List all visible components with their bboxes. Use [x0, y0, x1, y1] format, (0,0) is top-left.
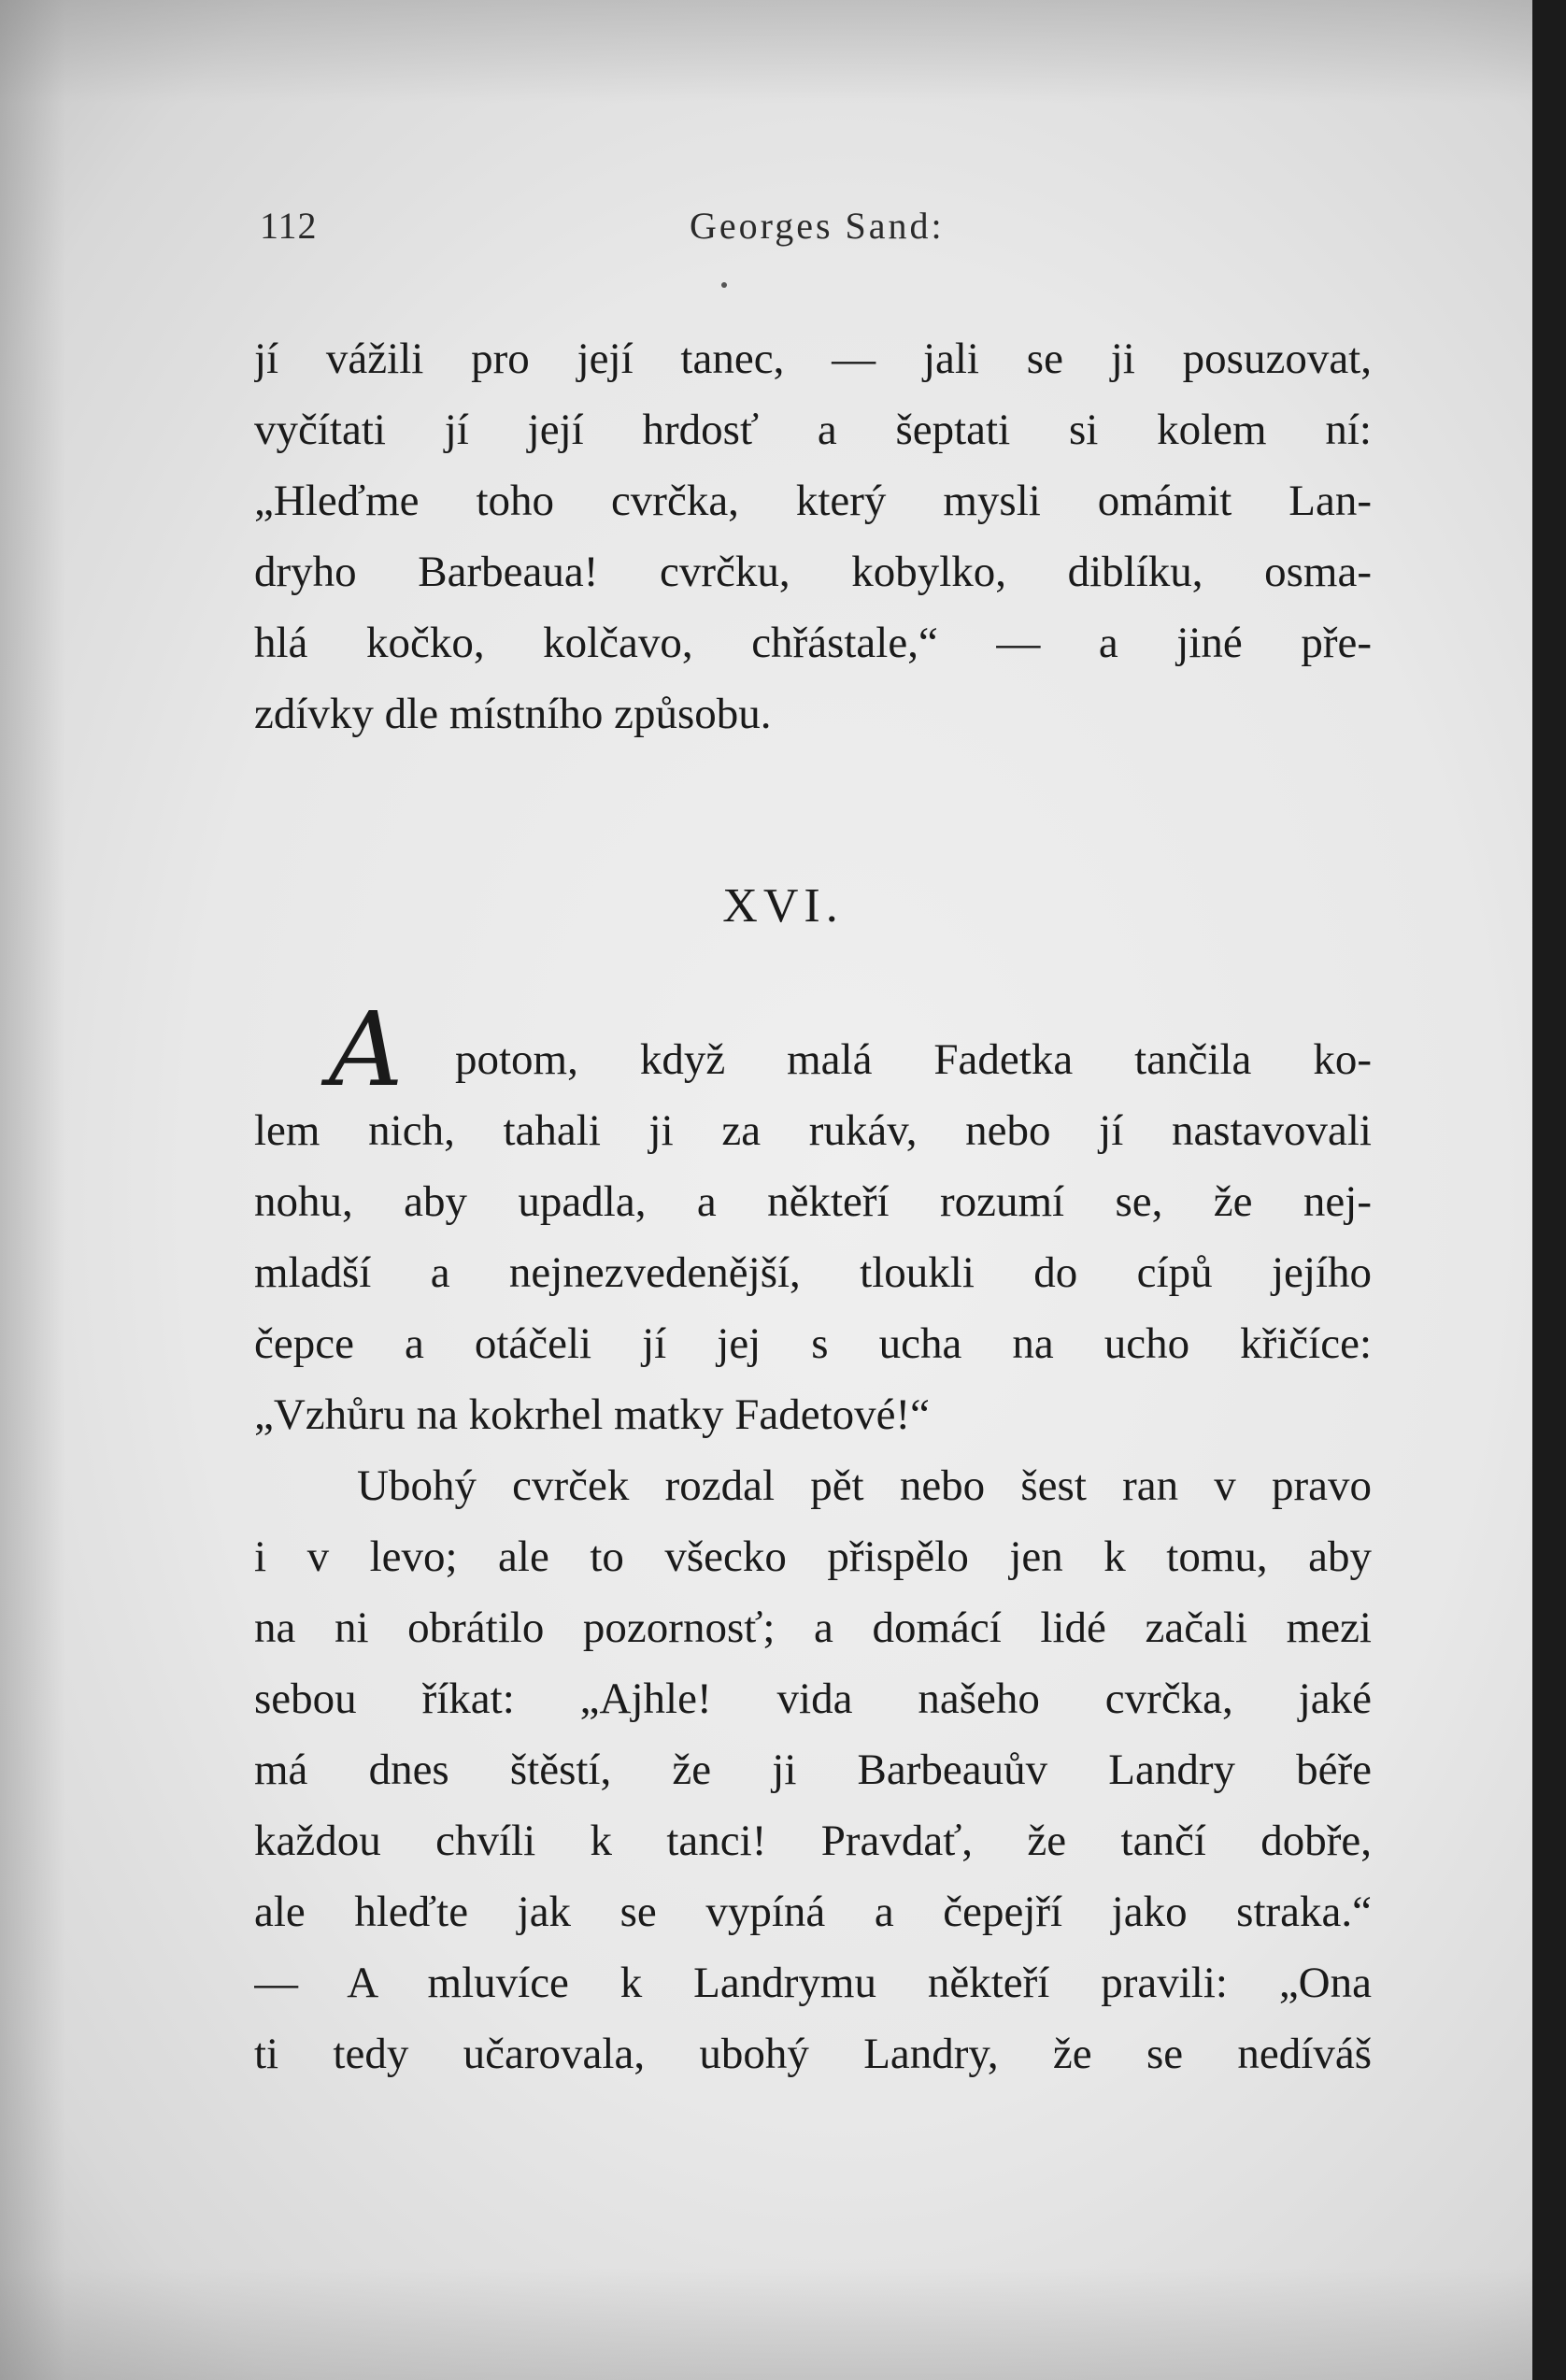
text-line: dryho Barbeaua! cvrčku, kobylko, diblíku, osma- [254, 548, 1372, 596]
text-line: má dnes štěstí, že ji Barbeauův Landry béře [254, 1746, 1372, 1794]
text-line: lem nich, tahali ji za rukáv, nebo jí nastavovali [254, 1106, 1372, 1155]
text-line: nohu, aby upadla, a někteří rozumí se, že nej- [254, 1177, 1372, 1226]
chapter-heading: XVI. [722, 879, 844, 933]
running-header [260, 204, 1374, 260]
text-line: ale hleďte jak se vypíná a čepejří jako straka.“ [254, 1888, 1372, 1936]
bottom-edge-shadow [0, 2268, 1532, 2380]
text-line: mladší a nejnezvedenější, tloukli do cípů jejího [254, 1248, 1372, 1297]
text-line: každou chvíli k tanci! Pravdať, že tančí dobře, [254, 1817, 1372, 1865]
text-line: jí vážili pro její tanec, — jali se ji posuzovat, [254, 335, 1372, 383]
chapter-opening-paragraph [254, 1024, 1372, 2089]
gutter-shadow [0, 0, 65, 2380]
text-line: „Hleďme toho cvrčka, který mysli omámit Lan- [254, 477, 1372, 525]
top-edge-shadow [0, 0, 1532, 103]
text-line: — A mluvíce k Landrymu někteří pravili: „Ona [254, 1959, 1372, 2007]
text-line: „Vzhůru na kokrhel matky Fadetové!“ [254, 1390, 931, 1439]
text-line: sebou říkat: „Ajhle! vida našeho cvrčka, jaké [254, 1675, 1372, 1723]
drop-cap: A [329, 990, 404, 1109]
text-line: zdívky dle místního způsobu. [254, 690, 772, 738]
text-line: potom, když malá Fadetka tančila ko- [455, 1035, 1372, 1084]
ink-speck [721, 282, 727, 288]
text-line: čepce a otáčeli jí jej s ucha na ucho křičíce: [254, 1319, 1372, 1368]
text-line: vyčítati jí její hrdosť a šeptati si kolem ní: [254, 406, 1372, 454]
text-line: i v levo; ale to všecko přispělo jen k tomu, aby [254, 1532, 1372, 1581]
text-line: ti tedy učarovala, ubohý Landry, že se nedíváš [254, 2030, 1372, 2078]
scan-border [1532, 0, 1566, 2380]
text-line: hlá kočko, kolčavo, chřástale,“ — a jiné pře- [254, 619, 1372, 667]
paragraph-continued [254, 323, 1372, 749]
page-number: 112 [260, 205, 318, 247]
text-line: na ni obrátilo pozornosť; a domácí lidé začali mezi [254, 1603, 1372, 1652]
running-title: Georges Sand: [690, 205, 945, 247]
text-line: Ubohý cvrček rozdal pět nebo šest ran v pravo [357, 1461, 1372, 1510]
